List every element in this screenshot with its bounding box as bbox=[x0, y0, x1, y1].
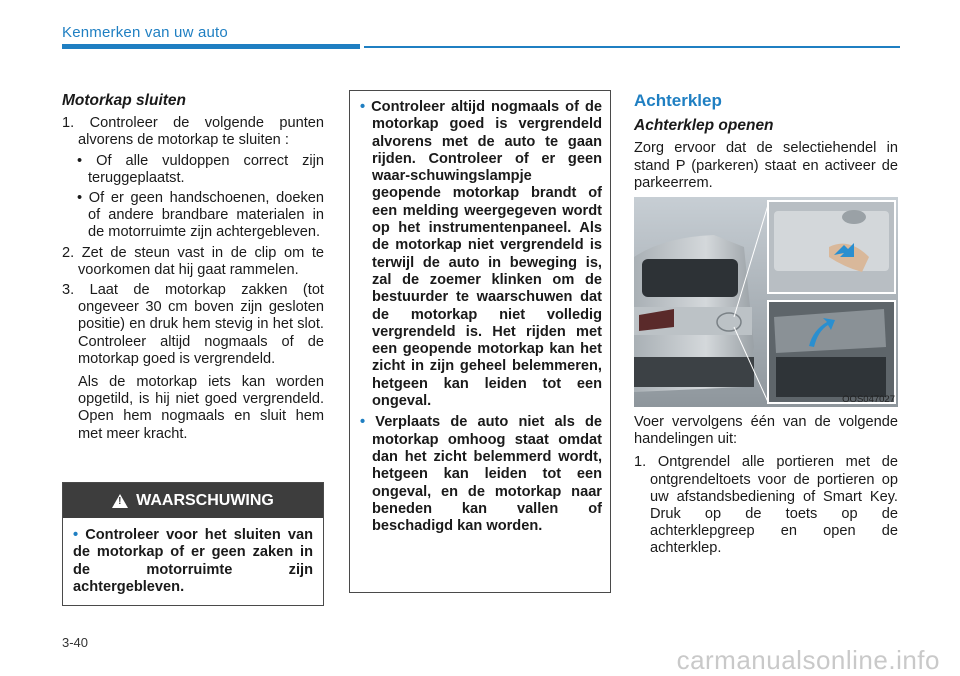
intro-paragraph: Zorg ervoor dat de selectiehendel in stand P (parkeren) staat en activeer de parkeerrem. bbox=[634, 140, 898, 191]
warning-triangle-icon: ! bbox=[112, 494, 128, 508]
after-photo-paragraph: Voer vervolgens één van de volgende handelingen uit: bbox=[634, 414, 898, 448]
note-paragraph: Als de motorkap iets kan worden opgetild, is hij niet goed vergrendeld. Open hem nogmaals en sluit hem met meer kracht. bbox=[78, 374, 324, 442]
step-3: 3. Laat de motorkap zakken (tot ongeveer 30 cm boven zijn gesloten positie) en druk hem stevig in het slot. Controleer altijd nogmaals of de motorkap goed is vergrendeld. bbox=[62, 282, 324, 367]
warning-header bbox=[63, 483, 323, 518]
warning-text-block bbox=[63, 518, 323, 596]
warning-bullet: • bbox=[73, 527, 79, 543]
subsection-heading-tailgate-open: Achterklep openen bbox=[634, 117, 774, 135]
warning-box bbox=[62, 482, 324, 606]
section-title-tailgate: Achterklep bbox=[634, 91, 722, 110]
tailgate-photo bbox=[634, 197, 898, 407]
section-heading-hood-close: Motorkap sluiten bbox=[62, 92, 187, 109]
step-2: 2. Zet de steun vast in de clip om te voorkomen dat hij gaat rammelen. bbox=[62, 244, 324, 278]
page-header-title: Kenmerken van uw auto bbox=[62, 24, 228, 41]
middle-warning-box bbox=[349, 90, 611, 593]
right-column-lower bbox=[634, 414, 898, 561]
warning-text: Controleer voor het sluiten van de motorkap of er geen zaken in de motorruimte zijn achtergebleven. bbox=[73, 527, 314, 595]
middle-item-2-text: Verplaats de auto niet als de motorkap omhoog staat omdat dan het zicht belemmerd wordt, hetgeen kan leiden tot een ongeval, en de motorkap naar beneden kan vallen of beschadigd kan worden. bbox=[372, 414, 602, 535]
right-column bbox=[634, 92, 898, 194]
bullet-materials: • Of er geen handschoenen, doeken of andere brandbare materialen in de motorruimte zijn achtergebleven. bbox=[77, 190, 324, 241]
middle-item-1-text: Controleer altijd nogmaals of de motorkap goed is vergrendeld alvorens met de auto te gaan rijden. Controleer of er geen waar-schuwingslampje geopende motorkap brandt of een melding weergegeven wordt op het instrumentenpaneel. Als de motorkap niet vergrendeld is terwijl de auto in beweging is, zal de zoemer klinken om de bestuurder te waarschuwen dat de motorkap niet volledig vergrendeld is. Het rijden met een geopende motorkap kan het zicht in zijn geheel belemmeren, hetgeen kan leiden tot een ongeval. bbox=[371, 99, 602, 410]
header-bar-thin bbox=[364, 46, 900, 48]
middle-bullet-1: • bbox=[360, 99, 366, 115]
watermark: carmanualsonline.info bbox=[676, 645, 940, 675]
tailgate-photo-illustration bbox=[634, 197, 898, 407]
bullet-caps: • Of alle vuldoppen correct zijn teruggeplaatst. bbox=[77, 152, 324, 186]
middle-item-2 bbox=[360, 414, 602, 535]
photo-code-label: OOS047027 bbox=[842, 394, 895, 405]
middle-item-1 bbox=[360, 99, 602, 410]
warning-title: WAARSCHUWING bbox=[136, 491, 274, 509]
step-1: 1. Controleer de volgende punten alvorens de motorkap te sluiten : bbox=[62, 115, 324, 149]
tailgate-step-1: 1. Ontgrendel alle portieren met de ontgrendeltoets voor de portieren op uw afstandsbediening of Smart Key. Druk op de toets op de achterklepgreep en open de achterklep. bbox=[634, 454, 898, 557]
header-bar-thick bbox=[62, 44, 360, 49]
page-number: 3-40 bbox=[62, 635, 89, 650]
middle-bullet-2: • bbox=[360, 414, 366, 431]
left-column bbox=[62, 92, 324, 443]
